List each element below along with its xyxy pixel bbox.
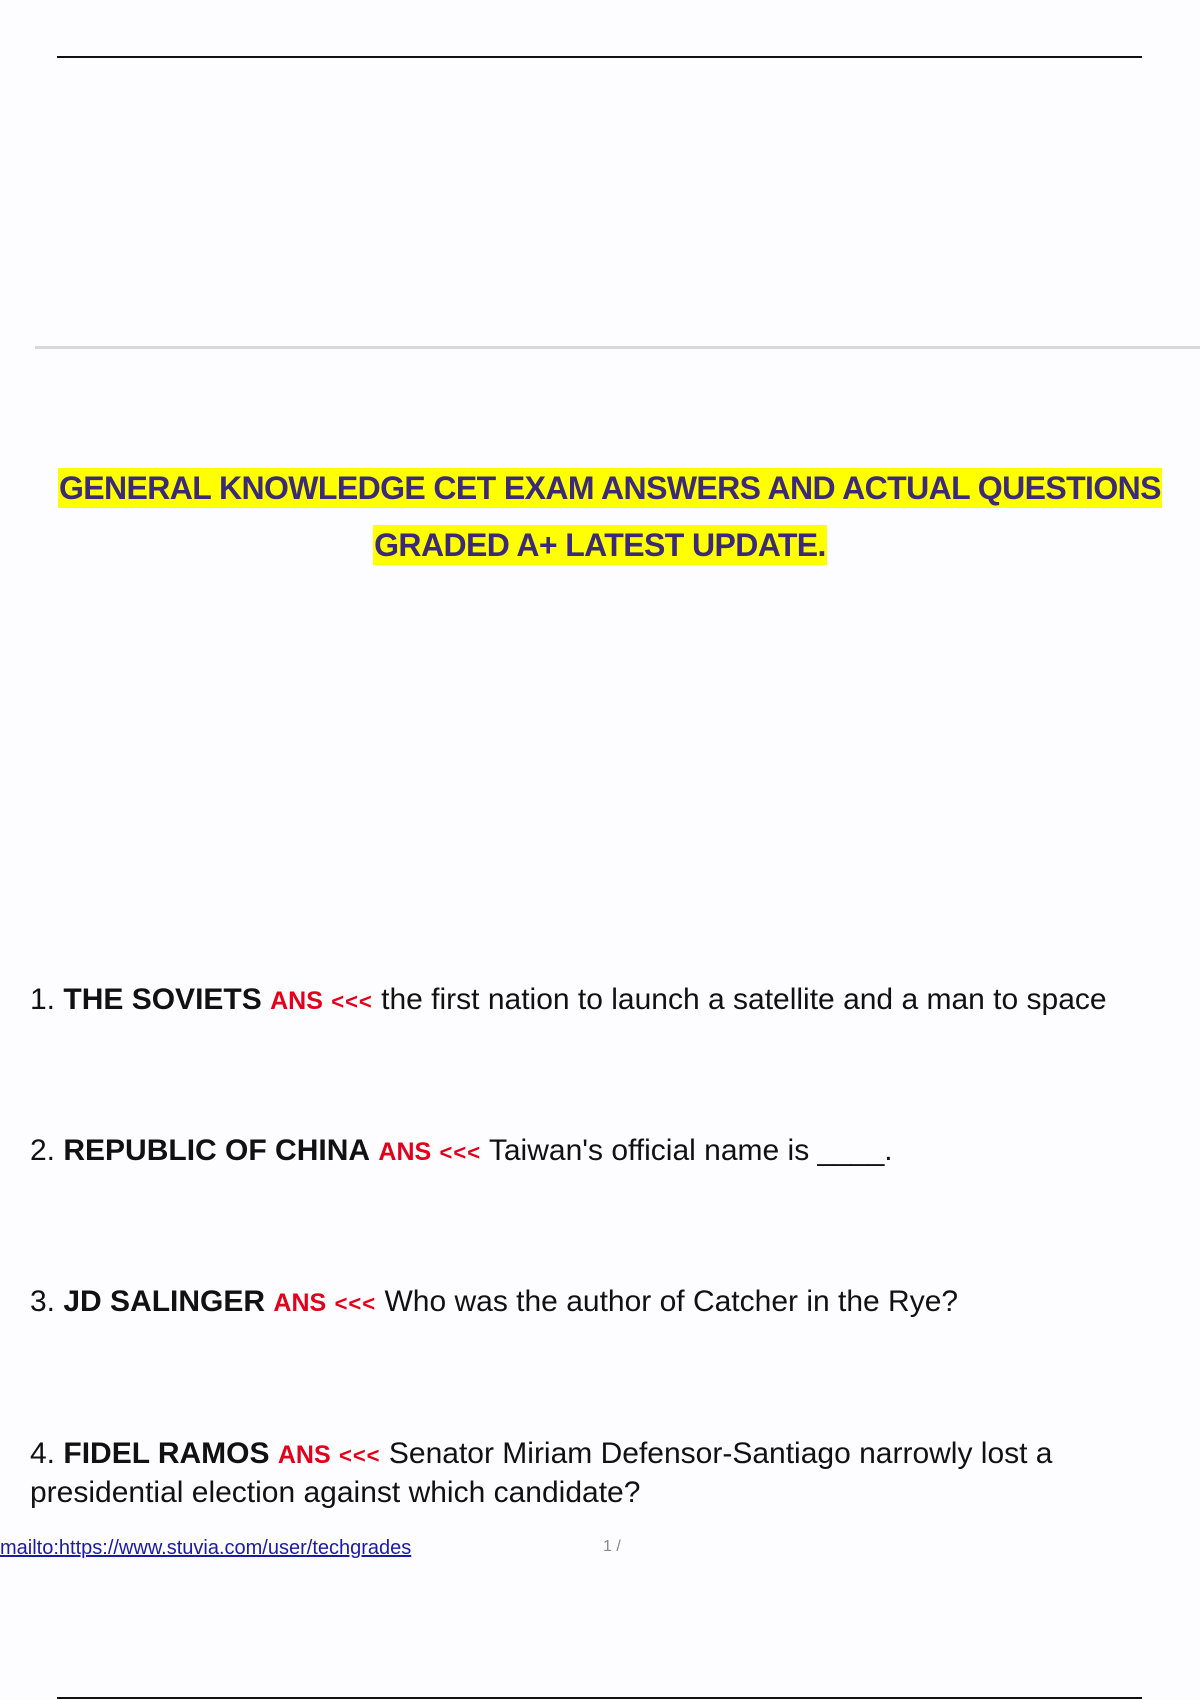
item-number: 3. xyxy=(30,1285,56,1318)
section-divider xyxy=(35,346,1200,349)
arrows-marker: <<< xyxy=(331,989,373,1014)
ans-label: ANS xyxy=(273,1289,327,1317)
question-text: Taiwan's official name is ____. xyxy=(488,1134,893,1167)
ans-label: ANS xyxy=(277,1441,331,1469)
item-number: 1. xyxy=(30,983,56,1016)
qa-item-4 xyxy=(30,1435,1180,1511)
title-line-1: GENERAL KNOWLEDGE CET EXAM ANSWERS AND ACTUAL QUESTIONS xyxy=(59,470,1161,506)
answer-text: JD SALINGER xyxy=(63,1285,266,1318)
qa-item-2 xyxy=(30,1132,1180,1171)
qa-item-3 xyxy=(30,1283,1180,1322)
title-line-2: GRADED A+ LATEST UPDATE. xyxy=(374,527,826,563)
question-text: Who was the author of Catcher in the Rye? xyxy=(384,1285,959,1318)
question-text: Senator Miriam Defensor-Santiago narrowly lost a presidential election against which candidate? xyxy=(30,1437,1053,1509)
item-number: 2. xyxy=(30,1134,56,1167)
arrows-marker: <<< xyxy=(439,1140,482,1165)
stuvia-link[interactable]: mailto:https://www.stuvia.com/user/techgrades xyxy=(0,1537,412,1559)
arrows-marker: <<< xyxy=(334,1291,377,1316)
item-number: 4. xyxy=(30,1437,56,1470)
answer-text: FIDEL RAMOS xyxy=(63,1437,270,1470)
question-text: the first nation to launch a satellite and a man to space xyxy=(381,983,1107,1016)
top-rule xyxy=(57,56,1142,58)
document-title xyxy=(0,463,1200,577)
answer-text: REPUBLIC OF CHINA xyxy=(63,1134,371,1167)
page-number: 1 / xyxy=(603,1538,621,1555)
ans-label: ANS xyxy=(378,1138,432,1166)
answer-text: THE SOVIETS xyxy=(63,983,262,1016)
arrows-marker: <<< xyxy=(338,1443,381,1468)
bottom-rule xyxy=(57,1697,1142,1699)
qa-item-1 xyxy=(30,981,1180,1020)
ans-label: ANS xyxy=(270,987,323,1015)
